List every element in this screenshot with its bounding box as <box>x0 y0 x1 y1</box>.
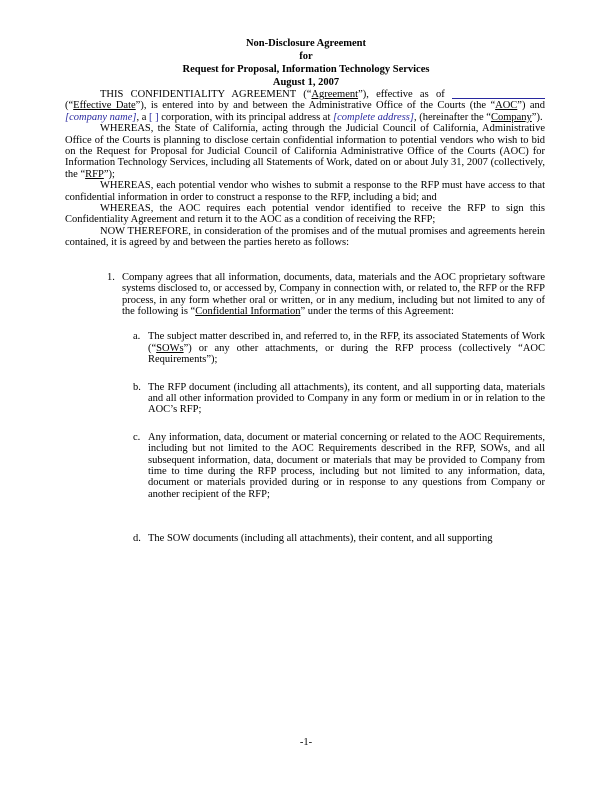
text-segment: WHEREAS, the AOC requires each potential vendor identified to receive the RFP to sign this Confidentiality Agreement and return it to the AOC as a condition of receiving the RFP; <box>65 203 545 226</box>
clause-1d-letter: d. <box>133 533 141 545</box>
text-segment: ”) and <box>517 100 545 112</box>
text-segment: [company name] <box>65 111 137 123</box>
text-segment: ”); <box>103 168 115 180</box>
document-title-block <box>0 37 612 89</box>
clause-1c <box>133 432 545 500</box>
text-segment: ”). <box>531 111 543 123</box>
whereas-vendor-paragraph <box>65 180 545 203</box>
text-segment: Company agrees that all information, documents, data, materials and the AOC proprietary software systems disclosed to, or accessed by, Company in connection with, or related to, the RFP or the RFP process, in any form whether oral or written, or in any medium, including but not limited to any of the following is “ <box>122 271 545 317</box>
clause-1d-text <box>148 533 545 544</box>
text-segment: The subject matter described in, and referred to, in the RFP, its associated Statements of Work (“ <box>148 331 545 354</box>
clause-1d <box>133 533 545 544</box>
clause-1-number: 1. <box>107 271 115 283</box>
text-segment: The RFP document (including all attachments), its content, and all supporting data, materials and all other information provided to Company in any form or medium in or in relation to the AOC’s RFP; <box>148 381 545 416</box>
text-segment: Confidential Information <box>195 305 301 317</box>
page-number: -1- <box>299 737 313 748</box>
text-segment: , (hereinafter the “ <box>413 111 491 123</box>
text-segment: , a <box>136 111 149 123</box>
text-segment: [complete address] <box>333 111 414 123</box>
document-body <box>65 89 545 545</box>
title-line-rfp: Request for Proposal, Information Technology Services <box>182 64 430 75</box>
text-segment: SOWs <box>156 342 184 354</box>
clause-1b-letter: b. <box>133 381 141 393</box>
clause-1a-letter: a. <box>133 331 141 343</box>
text-segment: Agreement <box>311 89 359 100</box>
text-segment: WHEREAS, the State of California, acting through the Judicial Council of California, Administrative Office of the Courts is planning to disclose certain confidential information to potential vendors who wish to bid on the Request for Proposal for Judicial Council of California Administrative Office of the Courts (AOC) for Information Technology Services, including all Statements of Work, dated on or about July 31, 2007 (collectively, the “ <box>65 123 545 180</box>
clause-1a <box>133 331 545 365</box>
now-therefore-paragraph <box>65 226 545 249</box>
clause-1-text <box>122 272 545 318</box>
text-segment: ”) or any other attachments, or during the RFP process (collectively “AOC Requirements”); <box>148 342 545 366</box>
text-segment: ”), is entered into by and between the Administrative Office of the Courts (the “ <box>135 100 496 112</box>
text-segment: Any information, data, document or material concerning or related to the AOC Requirements, including but not limited to the AOC Requirements described in the RFP, SOWs, and all subsequent information, data, document or materials that may be provided to Company from time to time during the RFP process, including but not limited to any information, data, document or materials provided during or in response to any questions from Company or another recipient of the RFP; <box>148 431 545 500</box>
clause-1c-text <box>148 432 545 500</box>
text-segment: NOW THEREFORE, in consideration of the promises and of the mutual promises and agreements herein contained, it is agreed by and between the parties hereto as follows: <box>65 225 545 249</box>
text-segment: AOC <box>495 100 518 112</box>
fill-in-blank <box>452 89 545 99</box>
title-line-for: for <box>299 51 313 62</box>
text-segment: The SOW documents (including all attachments), their content, and all supporting <box>148 533 493 545</box>
text-segment: Company <box>490 111 532 123</box>
clause-1a-text <box>148 331 545 365</box>
clause-1b <box>133 382 545 416</box>
clause-1 <box>107 272 545 318</box>
text-segment: WHEREAS, each potential vendor who wishes to submit a response to the RFP must have access to that confidential information in order to construct a response to the RFP, including a bid; and <box>65 180 545 203</box>
whereas-aoc-paragraph <box>65 203 545 226</box>
text-segment: corporation, with its principal address at <box>158 111 333 123</box>
clause-1b-text <box>148 382 545 416</box>
text-segment: RFP <box>85 168 104 180</box>
text-segment: ” under the terms of this Agreement: <box>300 305 454 317</box>
text-segment: ”), effective as of <box>358 89 452 100</box>
title-line-date: August 1, 2007 <box>272 77 340 88</box>
text-segment: [ ] <box>149 111 159 123</box>
title-line-agreement: Non-Disclosure Agreement <box>245 38 367 49</box>
text-segment: THIS CONFIDENTIALITY AGREEMENT (“ <box>100 89 312 100</box>
text-segment: (“ <box>65 100 74 112</box>
whereas-state-paragraph <box>65 123 545 180</box>
clause-1c-letter: c. <box>133 431 141 443</box>
intro-paragraph <box>65 89 545 123</box>
text-segment: Effective Date <box>73 100 136 112</box>
